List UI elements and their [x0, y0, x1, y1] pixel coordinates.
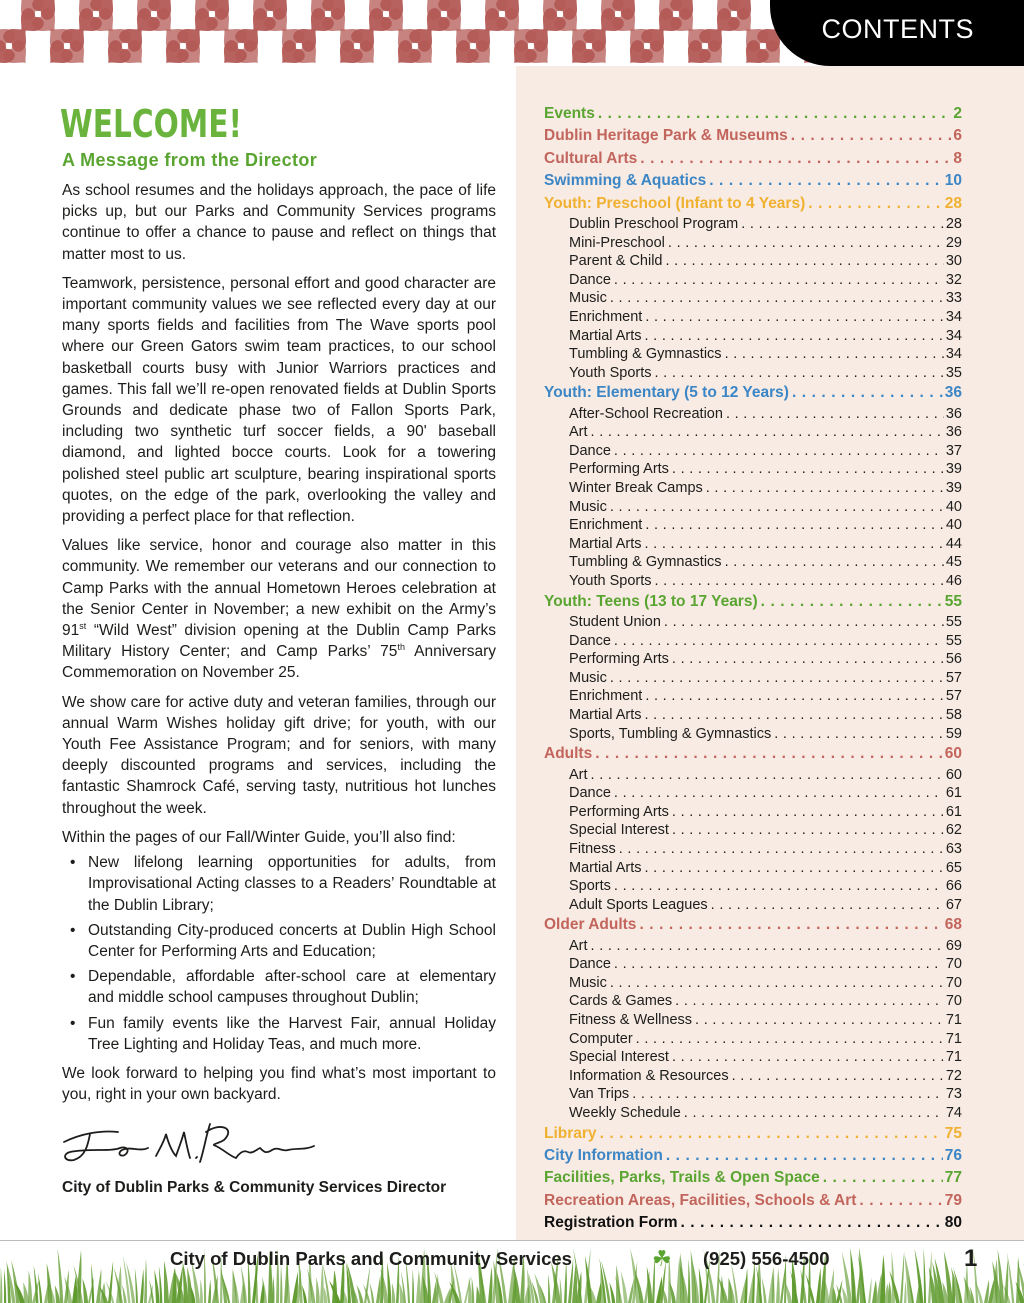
toc-entry-title: Art [569, 424, 588, 441]
dot-leader [774, 725, 944, 744]
toc-subentry[interactable] [569, 974, 962, 993]
dot-leader [614, 784, 944, 803]
toc-subentry[interactable] [569, 423, 962, 442]
dot-leader [645, 687, 944, 706]
toc-page-number: 77 [944, 1169, 962, 1187]
dot-leader [645, 516, 944, 535]
toc-page-number: 57 [945, 688, 962, 705]
message-paragraph: We show care for active duty and veteran families, through our annual Warm Wishes holiday gift drive; for youth, with our Youth Fee Assistance Program; and for seniors, with many deeply discounted programs and services, including the fantastic Shamrock Café, serving tasty, nutritious hot lunches throughout the week. [62, 693, 496, 817]
toc-page-number: 57 [945, 669, 962, 686]
dot-leader [709, 170, 943, 192]
toc-subentry[interactable] [569, 859, 962, 878]
toc-entry-title: Youth: Preschool (Infant to 4 Years) [544, 194, 806, 212]
toc-page-number: 55 [944, 592, 962, 610]
toc-entry-title: Tumbling & Gymnastics [569, 554, 722, 571]
message-paragraph: Within the pages of our Fall/Winter Guide, you’ll also find: [62, 828, 456, 846]
toc-entry-title: Performing Arts [569, 651, 669, 668]
dot-leader [761, 591, 943, 613]
dot-leader [664, 613, 944, 632]
toc-entry-title: Registration Form [544, 1214, 678, 1232]
toc-subentry[interactable] [569, 669, 962, 688]
dot-leader [672, 821, 944, 840]
table-of-contents [544, 103, 962, 1235]
toc-entry-title: Sports, Tumbling & Gymnastics [569, 725, 772, 742]
toc-section-entry[interactable] [544, 125, 962, 147]
dot-leader [668, 234, 944, 253]
dot-leader [684, 1104, 944, 1123]
toc-section-entry[interactable] [544, 1123, 962, 1145]
dot-leader [614, 632, 944, 651]
toc-entry-title: Older Adults [544, 916, 637, 934]
dot-leader [672, 650, 944, 669]
contents-tab [770, 0, 1024, 66]
toc-page-number: 55 [945, 632, 962, 649]
dot-leader [614, 877, 944, 896]
toc-entry-title: Music [569, 498, 607, 515]
toc-subentry[interactable] [569, 1104, 962, 1123]
shamrock-icon: ☘ [652, 1246, 672, 1271]
dot-leader [614, 271, 944, 290]
toc-page-number: 71 [945, 1012, 962, 1029]
dot-leader [711, 896, 944, 915]
toc-page-number: 2 [953, 105, 962, 122]
toc-page-number: 60 [944, 745, 962, 763]
dot-leader [666, 1145, 943, 1167]
toc-page-number: 60 [945, 766, 962, 783]
toc-page-number: 62 [945, 822, 962, 839]
dot-leader [808, 193, 943, 215]
toc-page-number: 74 [945, 1105, 962, 1122]
text-run: “Wild West” division opening at the Dublin Camp Parks Military History Center; and Camp Parks’ 75 [62, 622, 496, 661]
ordinal-suffix: th [397, 642, 405, 653]
toc-entry-title: Dublin Preschool Program [569, 215, 739, 232]
toc-subentry[interactable] [569, 252, 962, 271]
toc-entry-title: Youth Sports [569, 573, 652, 590]
dot-leader [595, 743, 943, 765]
dot-leader [619, 840, 944, 859]
toc-entry-title: Dance [569, 271, 611, 288]
toc-subentry[interactable] [569, 1048, 962, 1067]
toc-entry-title: Enrichment [569, 308, 643, 325]
dot-leader [726, 405, 944, 424]
toc-page-number: 30 [945, 253, 962, 270]
dot-leader [791, 125, 952, 147]
dot-leader [792, 382, 943, 404]
dot-leader [614, 442, 944, 461]
toc-subentry[interactable] [569, 1030, 962, 1049]
toc-subentry[interactable] [569, 632, 962, 651]
toc-section-entry[interactable] [544, 103, 962, 125]
toc-entry-title: Performing Arts [569, 461, 669, 478]
toc-entry-title: Dance [569, 785, 611, 802]
dot-leader [655, 572, 944, 591]
toc-page-number: 34 [945, 327, 962, 344]
dot-leader [614, 955, 944, 974]
toc-page-number: 70 [945, 974, 962, 991]
toc-entry-title: Adult Sports Leagues [569, 896, 708, 913]
toc-subentry[interactable] [569, 725, 962, 744]
toc-page-number: 63 [945, 840, 962, 857]
footer-organization: City of Dublin Parks and Community Services [170, 1248, 572, 1269]
toc-entry-title: Music [569, 669, 607, 686]
toc-page-number: 45 [945, 554, 962, 571]
dot-leader [640, 148, 951, 170]
toc-page-number: 28 [944, 194, 962, 212]
footer-phone: (925) 556-4500 [703, 1248, 830, 1269]
dot-leader [591, 423, 944, 442]
toc-entry-title: Computer [569, 1030, 633, 1047]
toc-subentry[interactable] [569, 821, 962, 840]
dot-leader [645, 535, 944, 554]
toc-entry-title: Music [569, 974, 607, 991]
toc-page-number: 80 [944, 1214, 962, 1232]
toc-page-number: 46 [945, 573, 962, 590]
toc-subentry[interactable] [569, 896, 962, 915]
dot-leader [706, 479, 944, 498]
toc-section-entry[interactable] [544, 1167, 962, 1189]
toc-entry-title: Recreation Areas, Facilities, Schools & Art [544, 1191, 857, 1209]
toc-page-number: 69 [945, 937, 962, 954]
toc-subentry[interactable] [569, 784, 962, 803]
toc-page-number: 61 [945, 785, 962, 802]
toc-subentry[interactable] [569, 706, 962, 725]
toc-entry-title: Student Union [569, 614, 661, 631]
toc-subentry[interactable] [569, 937, 962, 956]
toc-page-number: 29 [945, 234, 962, 251]
page-number: 1 [964, 1245, 978, 1272]
toc-page-number: 36 [945, 424, 962, 441]
dot-leader [655, 364, 944, 383]
footer [0, 1245, 1024, 1274]
toc-entry-title: Facilities, Parks, Trails & Open Space [544, 1169, 820, 1187]
dot-leader [732, 1067, 944, 1086]
welcome-subheading: A Message from the Director [62, 150, 318, 170]
toc-page-number: 34 [945, 308, 962, 325]
toc-page-number: 67 [945, 896, 962, 913]
toc-subentry[interactable] [569, 572, 962, 591]
toc-subentry[interactable] [569, 840, 962, 859]
toc-entry-title: Special Interest [569, 822, 669, 839]
toc-entry-title: Art [569, 937, 588, 954]
text-run: Values like service, honor and courage also matter in this community. We remember our veterans and our connection to Camp Parks with the annual Hometown Heroes celebration at the Senior Center in November; a new exhibit on the Army’s 91 [62, 537, 496, 640]
toc-page-number: 39 [945, 480, 962, 497]
toc-subentry[interactable] [569, 271, 962, 290]
toc-entry-title: Dance [569, 956, 611, 973]
toc-entry-title: Music [569, 290, 607, 307]
toc-entry-title: Library [544, 1124, 597, 1142]
dot-leader [645, 859, 944, 878]
toc-subentry[interactable] [569, 234, 962, 253]
highlights-list [62, 852, 496, 1055]
toc-page-number: 72 [945, 1067, 962, 1084]
contents-tab-label: CONTENTS [821, 14, 974, 44]
toc-entry-title: Cards & Games [569, 993, 673, 1010]
dot-leader [675, 992, 944, 1011]
dot-leader [645, 706, 944, 725]
dot-leader [823, 1167, 943, 1189]
toc-page-number: 39 [945, 461, 962, 478]
toc-page-number: 6 [953, 127, 962, 145]
toc-page-number: 61 [945, 803, 962, 820]
toc-page-number: 70 [945, 993, 962, 1010]
toc-entry-title: Fitness & Wellness [569, 1012, 693, 1029]
text-run: Anniversary Commemoration on November 25. [62, 643, 496, 682]
dot-leader [680, 1212, 942, 1234]
toc-subentry[interactable] [569, 1011, 962, 1030]
header-pattern-band [0, 0, 1024, 66]
toc-page-number: 59 [945, 725, 962, 742]
toc-subentry[interactable] [569, 955, 962, 974]
toc-subentry[interactable] [569, 479, 962, 498]
toc-page-number: 35 [945, 364, 962, 381]
list-item: • New lifelong learning opportunities for adults, from Improvisational Acting classes to a Readers’ Roundtable at the Dublin Library; [62, 852, 496, 916]
toc-page-number: 76 [944, 1147, 962, 1165]
toc-entry-title: Winter Break Camps [569, 480, 703, 497]
toc-entry-title: After-School Recreation [569, 405, 723, 422]
dot-leader [672, 1048, 944, 1067]
toc-section-entry[interactable] [544, 914, 962, 936]
toc-entry-title: Dance [569, 442, 611, 459]
toc-subentry[interactable] [569, 766, 962, 785]
toc-subentry[interactable] [569, 289, 962, 308]
toc-page-number: 40 [945, 498, 962, 515]
dot-leader [645, 308, 944, 327]
dot-leader [725, 345, 944, 364]
toc-page-number: 65 [945, 859, 962, 876]
toc-page-number: 40 [945, 517, 962, 534]
toc-page-number: 32 [945, 271, 962, 288]
dot-leader [645, 327, 944, 346]
toc-page-number: 68 [944, 916, 962, 934]
message-paragraph: Teamwork, persistence, personal effort and good character are important community values we see reflected every day at our many sports fields and facilities from The Wave sports pool where our Green Gators swim team practices, to our school basketball courts busy with Junior Warriors practices and games. This fall we’ll re-open renovated fields at Dublin Sports Grounds and dedicate phase two of Fallon Sports Park, including two synthetic turf soccer fields, a 90' baseball diamond, and lighted bocce courts. Look for a towering polished steel public art sculpture, bearing inspirational sports quotes, on the edge of the park, overlooking the valley and providing a perfect place for that reflection. [62, 274, 496, 526]
toc-entry-title: Youth Sports [569, 364, 652, 381]
dot-leader [741, 215, 944, 234]
toc-entry-title: Martial Arts [569, 327, 642, 344]
toc-entry-title: Van Trips [569, 1086, 630, 1103]
welcome-title: WELCOME! [60, 102, 243, 146]
leaf-shape [0, 0, 6, 22]
toc-section-entry[interactable] [544, 382, 962, 404]
dot-leader [610, 498, 944, 517]
toc-page-number: 37 [945, 442, 962, 459]
message-paragraph: As school resumes and the holidays approach, the pace of life picks up, but our Parks and Community Services programs continue to offer a chance to pause and reflect on things that matter most to us. [62, 182, 496, 263]
ordinal-suffix: st [79, 620, 87, 631]
toc-subentry[interactable] [569, 650, 962, 669]
toc-entry-title: Performing Arts [569, 803, 669, 820]
toc-entry-title: Enrichment [569, 517, 643, 534]
dot-leader [672, 803, 944, 822]
toc-section-entry[interactable] [544, 193, 962, 215]
dot-leader [591, 766, 944, 785]
toc-page-number: 70 [945, 956, 962, 973]
toc-entry-title: Events [544, 105, 595, 122]
dot-leader [672, 460, 944, 479]
toc-entry-title: City Information [544, 1147, 663, 1165]
toc-section-entry[interactable] [544, 1145, 962, 1167]
toc-subentry[interactable] [569, 364, 962, 383]
toc-subentry[interactable] [569, 687, 962, 706]
toc-section-entry[interactable] [544, 743, 962, 765]
dot-leader [600, 1123, 943, 1145]
director-signature [60, 1112, 320, 1172]
toc-entry-title: Mini-Preschool [569, 234, 665, 251]
toc-entry-title: Martial Arts [569, 535, 642, 552]
message-paragraph: We look forward to helping you find what’s most important to you, right in your own backyard. [62, 1064, 496, 1104]
toc-section-entry[interactable] [544, 148, 962, 170]
dot-leader [591, 937, 944, 956]
toc-section-entry[interactable] [544, 170, 962, 192]
toc-subentry[interactable] [569, 498, 962, 517]
toc-entry-title: Dublin Heritage Park & Museums [544, 127, 788, 145]
toc-entry-title: Enrichment [569, 688, 643, 705]
list-item: • Fun family events like the Harvest Fair, annual Holiday Tree Lighting and Holiday Teas, and much more. [62, 1013, 496, 1055]
dot-leader [859, 1190, 942, 1212]
dot-leader [632, 1085, 944, 1104]
toc-page-number: 55 [945, 614, 962, 631]
dot-leader [610, 669, 944, 688]
director-message [62, 180, 496, 1113]
toc-page-number: 75 [944, 1124, 962, 1142]
toc-page-number: 36 [945, 405, 962, 422]
toc-entry-title: Weekly Schedule [569, 1105, 681, 1122]
toc-subentry[interactable] [569, 613, 962, 632]
toc-page-number: 34 [945, 346, 962, 363]
toc-page-number: 33 [945, 290, 962, 307]
toc-entry-title: Sports [569, 878, 611, 895]
toc-entry-title: Information & Resources [569, 1067, 729, 1084]
toc-subentry[interactable] [569, 516, 962, 535]
toc-page-number: 28 [945, 215, 962, 232]
dot-leader [610, 289, 944, 308]
toc-entry-title: Martial Arts [569, 706, 642, 723]
dot-leader [639, 914, 942, 936]
toc-subentry[interactable] [569, 1085, 962, 1104]
toc-page-number: 56 [945, 651, 962, 668]
toc-page-number: 66 [945, 878, 962, 895]
toc-entry-title: Special Interest [569, 1049, 669, 1066]
toc-subentry[interactable] [569, 1067, 962, 1086]
toc-subentry[interactable] [569, 327, 962, 346]
toc-page-number: 71 [945, 1049, 962, 1066]
toc-subentry[interactable] [569, 215, 962, 234]
toc-subentry[interactable] [569, 877, 962, 896]
toc-page-number: 44 [945, 535, 962, 552]
dot-leader [666, 252, 944, 271]
dot-leader [695, 1011, 944, 1030]
toc-entry-title: Adults [544, 745, 593, 763]
toc-page-number: 73 [945, 1086, 962, 1103]
toc-entry-title: Swimming & Aquatics [544, 172, 707, 190]
toc-section-entry[interactable] [544, 591, 962, 613]
toc-subentry[interactable] [569, 803, 962, 822]
toc-section-entry[interactable] [544, 1212, 962, 1234]
toc-entry-title: Art [569, 766, 588, 783]
signature-caption: City of Dublin Parks & Community Services Director [62, 1179, 447, 1196]
toc-page-number: 36 [944, 384, 962, 402]
dot-leader [725, 553, 944, 572]
toc-subentry[interactable] [569, 345, 962, 364]
toc-entry-title: Fitness [569, 840, 616, 857]
list-item: • Dependable, affordable after-school care at elementary and middle school campuses throughout Dublin; [62, 966, 496, 1008]
toc-section-entry[interactable] [544, 1190, 962, 1212]
toc-page-number: 10 [944, 172, 962, 190]
toc-entry-title: Youth: Teens (13 to 17 Years) [544, 592, 758, 610]
dot-leader [610, 974, 944, 993]
toc-subentry[interactable] [569, 308, 962, 327]
dot-leader [598, 103, 952, 125]
toc-entry-title: Martial Arts [569, 859, 642, 876]
toc-page-number: 58 [945, 706, 962, 723]
toc-entry-title: Youth: Elementary (5 to 12 Years) [544, 384, 789, 402]
list-item: • Outstanding City-produced concerts at Dublin High School Center for Performing Arts and Education; [62, 920, 496, 962]
toc-page-number: 71 [945, 1030, 962, 1047]
toc-subentry[interactable] [569, 460, 962, 479]
toc-subentry[interactable] [569, 992, 962, 1011]
toc-subentry[interactable] [569, 535, 962, 554]
dot-leader [636, 1030, 944, 1049]
toc-page-number: 8 [953, 149, 962, 167]
toc-subentry[interactable] [569, 553, 962, 572]
message-paragraph [62, 535, 496, 683]
toc-entry-title: Parent & Child [569, 253, 663, 270]
toc-entry-title: Tumbling & Gymnastics [569, 346, 722, 363]
toc-page-number: 79 [944, 1191, 962, 1209]
toc-entry-title: Dance [569, 632, 611, 649]
toc-entry-title: Cultural Arts [544, 149, 638, 167]
toc-subentry[interactable] [569, 405, 962, 424]
toc-subentry[interactable] [569, 442, 962, 461]
